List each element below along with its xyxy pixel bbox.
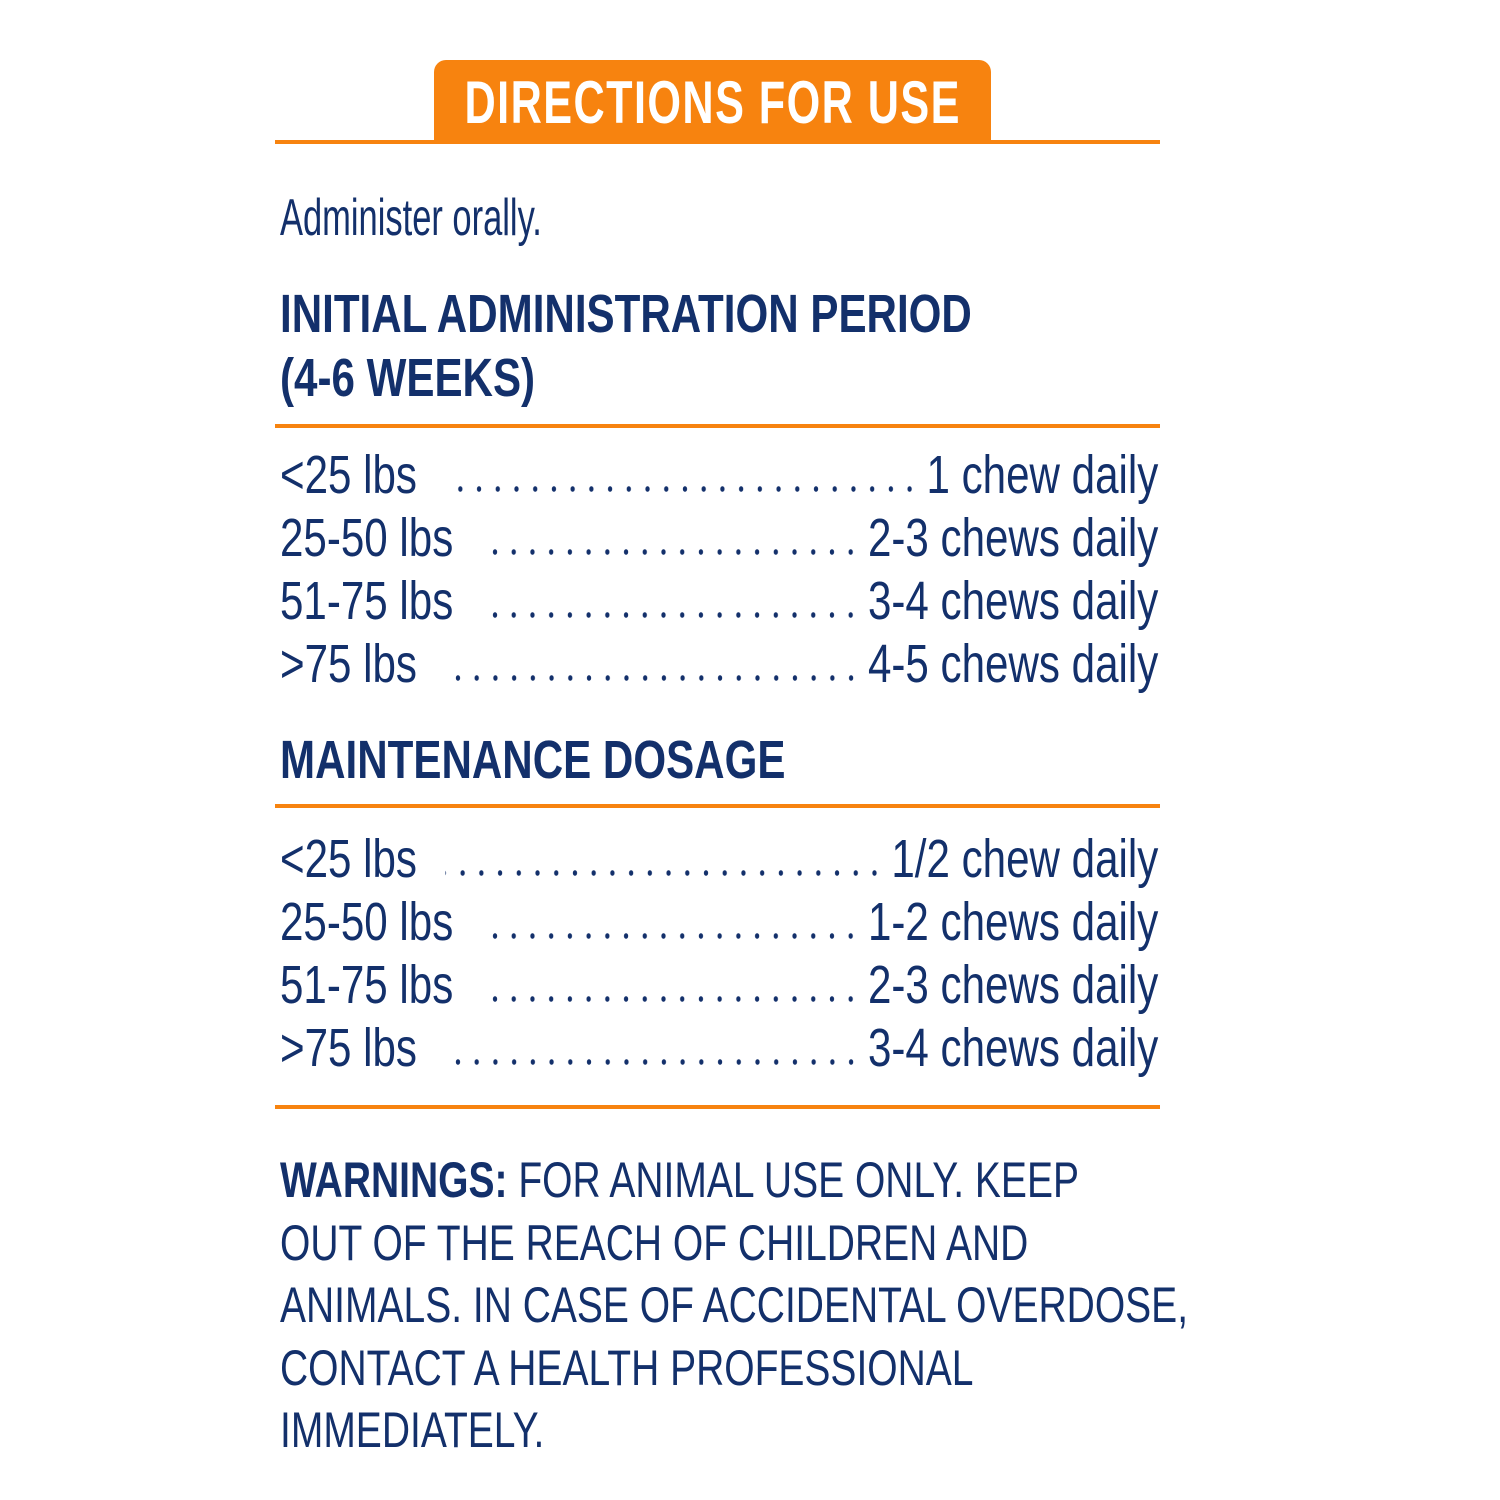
- dose-value: 4-5 chews daily: [867, 634, 1159, 694]
- dot-leader: [445, 870, 883, 876]
- header-title: DIRECTIONS FOR USE: [464, 68, 961, 136]
- warnings-line: ANIMALS. IN CASE OF ACCIDENTAL OVERDOSE,: [280, 1277, 1189, 1333]
- intro-text: Administer orally.: [280, 189, 542, 247]
- weight-label: <25 lbs: [280, 445, 417, 505]
- weight-label: >75 lbs: [280, 634, 417, 694]
- weight-label: 25-50 lbs: [280, 892, 454, 952]
- maintenance-dosage-table: [280, 828, 1158, 1080]
- header-tab: [434, 60, 991, 144]
- dosage-row: [280, 444, 1158, 507]
- dose-value: 1/2 chew daily: [891, 829, 1159, 889]
- dosage-row: [280, 828, 1158, 891]
- initial-heading: [280, 282, 972, 410]
- warnings-line: FOR ANIMAL USE ONLY. KEEP: [518, 1152, 1079, 1208]
- dot-leader: [481, 612, 860, 618]
- dosage-row: [280, 570, 1158, 633]
- dose-value: 3-4 chews daily: [867, 571, 1159, 631]
- divider: [275, 804, 1160, 808]
- initial-heading-line1: INITIAL ADMINISTRATION PERIOD: [280, 284, 972, 344]
- warnings-line: CONTACT A HEALTH PROFESSIONAL: [280, 1339, 974, 1396]
- dosage-row: [280, 507, 1158, 570]
- dot-leader: [445, 1059, 860, 1065]
- divider: [275, 424, 1160, 428]
- dose-value: 2-3 chews daily: [867, 508, 1159, 568]
- dot-leader: [481, 933, 860, 939]
- dose-value: 1-2 chews daily: [867, 892, 1159, 952]
- initial-dosage-table: [280, 444, 1158, 696]
- dose-value: 3-4 chews daily: [867, 1018, 1159, 1078]
- dosage-row: [280, 891, 1158, 954]
- weight-label: >75 lbs: [280, 1018, 417, 1078]
- warnings-line: OUT OF THE REACH OF CHILDREN AND: [280, 1214, 1029, 1271]
- initial-heading-line2: (4-6 WEEKS): [280, 348, 536, 408]
- dot-leader: [445, 675, 860, 681]
- dosage-row: [280, 1017, 1158, 1080]
- divider: [275, 140, 1160, 144]
- weight-label: <25 lbs: [280, 829, 417, 889]
- dot-leader: [481, 996, 860, 1002]
- maintenance-heading: MAINTENANCE DOSAGE: [280, 730, 786, 790]
- dot-leader: [481, 549, 860, 555]
- warnings-block: [280, 1149, 1188, 1462]
- dosage-row: [280, 954, 1158, 1017]
- dose-value: 1 chew daily: [926, 445, 1159, 505]
- dot-leader: [445, 486, 919, 492]
- warnings-label: WARNINGS:: [280, 1152, 508, 1208]
- weight-label: 25-50 lbs: [280, 508, 454, 568]
- dosage-row: [280, 633, 1158, 696]
- weight-label: 51-75 lbs: [280, 955, 454, 1015]
- divider: [275, 1105, 1160, 1109]
- dose-value: 2-3 chews daily: [867, 955, 1159, 1015]
- warnings-line: IMMEDIATELY.: [280, 1402, 545, 1458]
- weight-label: 51-75 lbs: [280, 571, 454, 631]
